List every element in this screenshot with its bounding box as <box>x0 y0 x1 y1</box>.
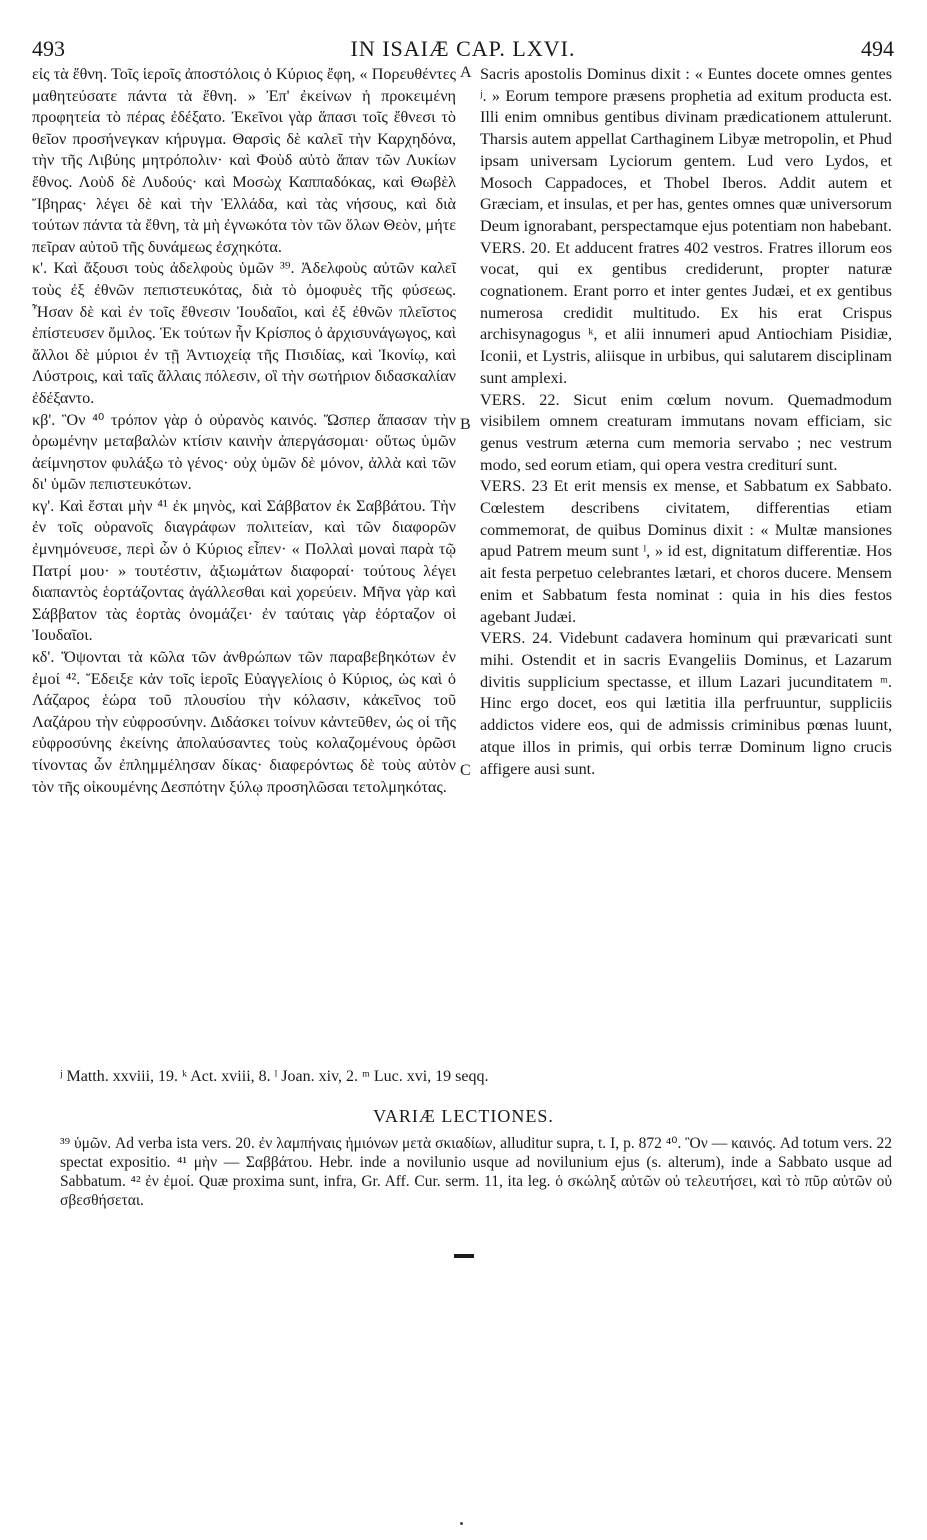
running-title: IN ISAIÆ CAP. LXVI. <box>350 36 576 61</box>
greek-paragraph: κδ'. Ὄψονται τὰ κῶλα τῶν ἀνθρώπων τῶν παραβεβηκότων ἐν ἐμοί ⁴². Ἔδειξε κἀν τοῖς ἱεροῖς Εὐαγγελίοις ὁ Κύριος, ὡς καὶ ὁ Λάζαρος ἑώρα τοῦ πλουσίου τὴν κόλασιν, κἀκεῖνος τοῦ Λαζάρου τὴν εὐφροσύνην. Διδάσκει τοίνυν κἀντεῦθεν, ὡς οἱ τῆς εὐφροσύνης ἐκείνης ἀπολαύσαντες τοὺς κολαζομένους ὁρῶσι τίνοντας ὧν ἐπλημμέλησαν δίκας· διαφερόντως δὲ τοὺς αὐτὸν τὸν τῆς οἰκουμένης Δεσπότην ξύλῳ προσηλῶσαι τετολμηκότας. <box>32 648 456 796</box>
latin-paragraph: VERS. 20. Et adducent fratres 402 vestros. Fratres illorum eos vocat, qui ex gentibus crediderunt, propter naturæ cognationem. Erant porro et inter gentes Judæi, et ex gentibus numerosa credidit multitudo. Ex his erat Crispus archisynagogus ᵏ, et alii innumeri apud Antiochiam Pisidiæ, Iconii, et Lystris, aliisque in urbibus, qui salutarem disciplinam sunt amplexi. <box>480 238 892 387</box>
latin-paragraph: VERS. 23 Et erit mensis ex mense, et Sabbatum ex Sabbato. Cœlestem describens civitatem, differentias etiam commemorat, de quibus Dominus dixit : « Multæ mansiones apud Patrem meum sunt ˡ, » id est, dignitatum differentiæ. Hos ait festa perpetuo celebrantes lætari, et choros ducere. Mensem enim et Sabbatum festa nominat : quia in his dies festos agebant Judæi. <box>480 477 892 626</box>
greek-paragraph: κ'. Καὶ ἄξουσι τοὺς ἀδελφοὺς ὑμῶν ³⁹. Ἀδελφοὺς αὐτῶν καλεῖ τοὺς ἐξ ἐθνῶν πεπιστευκότας, διὰ τὸ ὁμοφυὲς τῆς φύσεως. Ἦσαν δὲ καὶ ἐν τοῖς ἔθνεσιν Ἰουδαῖοι, καὶ ἐξ ἐθνῶν πλεῖστος ἐπίστευσεν ὄμιλος. Ἐκ τούτων ἦν Κρίσπος ὁ ἀρχισυνάγωγος, καὶ ἄλλοι δὲ μύριοι ἐν τῇ Ἀντιοχείᾳ τῆς Πισιδίας, καὶ Ἰκονίῳ, καὶ Λύστροις, καὶ ταῖς ἄλλαις πόλεσιν, οἳ τὴν σωτήριον διδασκαλίαν ἐδέξαντο. <box>32 259 456 407</box>
latin-paragraph: Sacris apostolis Dominus dixit : « Euntes docete omnes gentes ʲ. » Eorum tempore præsens prophetia ad exitum producta est. Illi enim omnibus gentibus divinam prædicationem attulerunt. Tharsis autem appellat Carthaginem Libyæ metropolin, et Phud ipsam universam Lyciorum gentem. Lud vero Lydos, et Mosoch Cappadoces, et Thobel Iberos. Addit autem et Græciam, et insulas, et per has, gentes omnes quæ universorum Deum ignorabant, perspectamque ejus potentiam non habebant. <box>480 65 892 235</box>
running-header <box>32 36 894 62</box>
right-page-number: 494 <box>861 36 894 61</box>
bottom-dot <box>460 1522 463 1525</box>
latin-paragraph: VERS. 22. Sicut enim cœlum novum. Quemadmodum visibilem omnem creaturam immutans novam efficiam, sic genus vestrum æterna cum memoria servabo ; nec vestrum modo, sed eorum etiam, qui opera vestra crediturí sunt. <box>480 390 892 474</box>
margin-marker-a: A <box>460 64 472 81</box>
left-page-number: 493 <box>32 36 65 61</box>
greek-paragraph: εἰς τὰ ἔθνη. Τοῖς ἱεροῖς ἀποστόλοις ὁ Κύριος ἔφη, « Πορευθέντες μαθητεύσατε πάντα τὰ ἔθνη. » Ἐπ' ἐκείνων ἡ προκειμένη προφητεία τὸ πέρας ἐδέξατο. Ἐκεῖνοι γὰρ ἅπασι τοῖς ἔθνεσι τὸ θεῖον προσήνεγκαν κήρυγμα. Θαρσὶς δὲ καλεῖ τὴν Καρχηδόνα, τὴν τῆς Λιβύης μητρόπολιν· καὶ Φοὺδ αὐτὸ ἅπαν τῶν Λυκίων ἔθνος. Λοὺδ δὲ Λυδούς· καὶ Μοσὼχ Καππαδόκας, καὶ Θωβὲλ Ἴβηρας· λέγει δὲ καὶ τὴν Ἑλλάδα, καὶ τὰς νήσους, καὶ διὰ τούτων πάντα τὰ ἔθνη, τὰ μὴ ἐγνωκότα τὸν τῶν ὅλων Θεὸν, μήτε πεῖραν αὐτοῦ τῆς δυνάμεως ἐσχηκότα. <box>32 65 456 256</box>
greek-paragraph: κβ'. Ὃν ⁴⁰ τρόπον γὰρ ὁ οὐρανὸς καινός. Ὥσπερ ἅπασαν τὴν ὁρωμένην μεταβαλὼν κτίσιν καινὴν ἀπεργάσομαι· οὕτως ὑμῶν ἀείμνηστον φυλάξω τὸ γένος· οὐχ ὑμῶν δὲ μόνον, ἀλλὰ καὶ τῶν δι' ὑμῶν πεπιστευκότων. <box>32 410 456 494</box>
greek-column <box>32 64 456 798</box>
greek-paragraph: κγ'. Καὶ ἔσται μὴν ⁴¹ ἐκ μηνὸς, καὶ Σάββατον ἐκ Σαββάτου. Τὴν ἐν τοῖς οὐρανοῖς διαγράφων πολιτείαν, καὶ τῶν διαφορῶν ἐμνημόνευσε, περὶ ὧν ὁ Κύριος εἶπεν· « Πολλαὶ μοναὶ παρὰ τῷ Πατρί μου· » τουτέστιν, ἀξιωμάτων διαφοραί· τούτους λέγει διαπαντὸς ἑορτάζοντας ἀγάλλεσθαι καὶ χορεύειν. Μῆνα γὰρ καὶ Σάββατον τὰς ἑορτὰς ὀνομάζει· ἐν ταύταις γὰρ ἑόρταζον οἱ Ἰουδαῖοι. <box>32 496 456 645</box>
variae-lectiones-title: VARIÆ LECTIONES. <box>373 1106 554 1126</box>
margin-marker-b: B <box>460 416 471 433</box>
latin-column <box>480 64 892 780</box>
variae-lectiones-text: ³⁹ ὑμῶν. Ad verba ista vers. 20. ἐν λαμπήναις ἡμιόνων μετὰ σκιαδίων, alluditur supra, t. I, p. 872 ⁴⁰. Ὃν — καινός. Ad totum vers. 22 spectat expositio. ⁴¹ μὴν — Σαββάτου. Hebr. inde a novilunio usque ad novilunium ejus (s. alterum), inde a Sabbato usque ad Sabbatum. ⁴² ἐν ἐμοί. Quæ proxima sunt, infra, Gr. Aff. Cur. serm. 11, ita leg. ὁ σκώληξ αὐτῶν οὐ τελευτήσει, καὶ τὸ πῦρ αὐτῶν οὐ σβεσθήσεται. <box>60 1135 892 1209</box>
end-rule <box>454 1254 474 1258</box>
scripture-footnotes: ʲ Matth. xxviii, 19. ᵏ Act. xviii, 8. ˡ Joan. xiv, 2. ᵐ Luc. xvi, 19 seqq. <box>60 1068 489 1085</box>
latin-paragraph: VERS. 24. Videbunt cadavera hominum qui prævaricati sunt mihi. Ostendit et in sacris Evangeliis Dominus, et Lazarum divitis supplicium spectasse, et illum Lazari jucunditatem ᵐ. Hinc ergo docet, eos qui lætitia illa perfruuntur, suppliciis addictos videre eos, qui de admissis criminibus pœnas luunt, atque illos in primis, qui orbis terræ Dominum ligno crucis affigere ausi sunt. <box>480 629 892 778</box>
margin-marker-c: C <box>460 762 471 779</box>
